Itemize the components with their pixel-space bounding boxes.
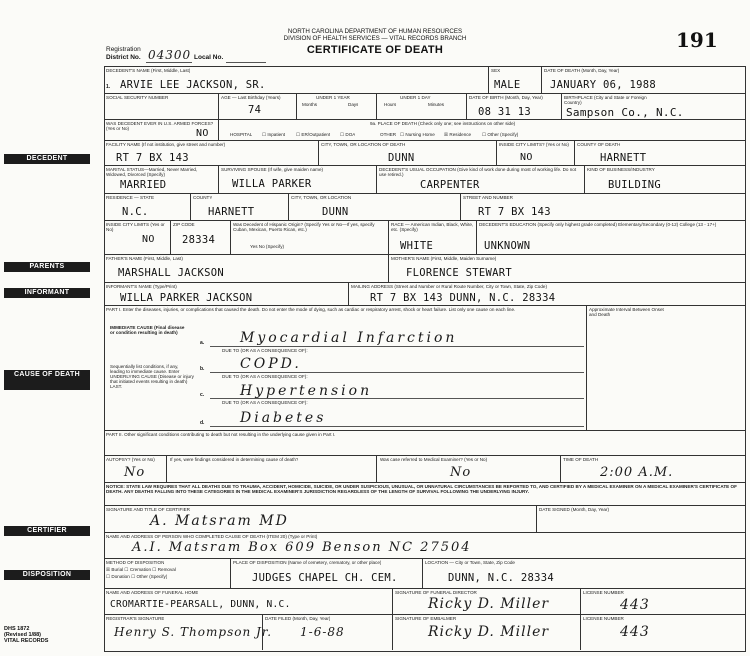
residence-state-value: N.C. [122, 206, 149, 218]
father-label: FATHER'S NAME (First, Middle, Last) [106, 256, 183, 261]
due-to-b: DUE TO (OR AS A CONSEQUENCE OF): [222, 374, 308, 379]
informant-label: INFORMANT'S NAME (Type/Print) [106, 284, 177, 289]
mailing-value: RT 7 BX 143 DUNN, N.C. 28334 [370, 292, 556, 304]
father-value: MARSHALL JACKSON [118, 267, 224, 279]
city-town-value: DUNN [388, 152, 415, 164]
medical-examiner-label: Was case referred to Medical Examiner? (Yes or No) [380, 457, 488, 462]
burial-text: Burial [111, 567, 124, 572]
county-death-value: HARNETT [600, 152, 647, 164]
sequential-label: Sequentially list conditions, if any, leading to immediate cause. Enter UNDERLYING CAUSE (Disease or injury that initiated events resulting in death) LAST. [110, 364, 194, 389]
registrar-label: REGISTRAR'S SIGNATURE [106, 616, 165, 621]
residence-text: Residence [449, 132, 472, 137]
funeral-home-value: CROMARTIE-PEARSALL, DUNN, N.C. [110, 599, 291, 610]
autopsy-question: If yes, were findings considered in determining cause of death? [170, 457, 299, 462]
removal-text: Removal [157, 567, 176, 572]
medical-examiner-value: No [450, 465, 472, 480]
months-label: Months [302, 102, 318, 107]
place-disposition-value: JUDGES CHAPEL CH. CEM. [252, 572, 398, 584]
residence-state-label: RESIDENCE — STATE [106, 195, 155, 200]
form-vital-records-text: VITAL RECORDS [4, 638, 49, 644]
marital-value: MARRIED [120, 179, 167, 191]
name-label: DECEDENT'S NAME (First, Middle, Last) [106, 68, 191, 73]
dob-value: 08 31 13 [478, 106, 531, 118]
race-value: WHITE [400, 240, 434, 252]
sex-value: MALE [494, 79, 521, 91]
license-embalmer-value: 443 [620, 624, 650, 640]
cause-a: Myocardial Infarction [240, 330, 458, 346]
part2-label: PART II. Other significant conditions contributing to death but not resulting in the underlying cause given in Part I. [106, 432, 336, 437]
street-label: STREET AND NUMBER [463, 195, 513, 200]
under-1-day-label: UNDER 1 DAY [400, 95, 431, 100]
date-filed-label: DATE FILED (Month, Day, Year) [265, 616, 331, 621]
form-revised-text: (Revised 1/88) [4, 632, 41, 638]
hours-label: Hours [384, 102, 397, 107]
registration-label: Registration [106, 46, 141, 53]
spouse-value: WILLA PARKER [232, 178, 312, 190]
due-to-a: DUE TO (OR AS A CONSEQUENCE OF): [222, 348, 308, 353]
form-number-text: DHS 1872 [4, 626, 30, 632]
education-label: DECEDENT'S EDUCATION (Specify only highest grade completed) Elementary/Secondary (0-12) College (13 - 17+) [479, 222, 717, 227]
zip-value: 28334 [182, 234, 216, 246]
time-of-death-label: TIME OF DEATH [563, 457, 599, 462]
cremation-text: Cremation [129, 567, 152, 572]
document-number: 191 [676, 28, 718, 52]
funeral-director-signature: Ricky D. Miller [428, 596, 550, 612]
place-disposition-label: PLACE OF DISPOSITION (Name of cemetery, crematory, or other place) [233, 560, 382, 565]
interval-label: Approximate Interval Between Onset and Death [589, 307, 664, 317]
under-1-year-label: UNDER 1 YEAR [316, 95, 350, 100]
other-label: OTHER [380, 132, 397, 137]
county-value: HARNETT [208, 206, 255, 218]
occupation-value: CARPENTER [420, 179, 480, 191]
due-to-c: DUE TO (OR AS A CONSEQUENCE OF): [222, 400, 308, 405]
registrar-signature: Henry S. Thompson Jr. [114, 625, 273, 639]
minutes-label: Minutes [428, 102, 445, 107]
race-label: RACE — American Indian, Black, White, etc. (Specify) [391, 222, 474, 232]
dob-label: DATE OF BIRTH (Month, Day, Year) [469, 95, 543, 100]
autopsy-label: AUTOPSY? (Yes or No) [106, 457, 155, 462]
er-text: ER/Outpatient [301, 132, 331, 137]
embalmer-signature: Ricky D. Miller [428, 624, 550, 640]
birthplace-value: Sampson Co., N.C. [566, 106, 684, 119]
street-value: RT 7 BX 143 [478, 206, 551, 218]
date-of-death-value: JANUARY 06, 1988 [550, 79, 656, 91]
days-label: Days [348, 102, 359, 107]
city-town-label: CITY, TOWN, OR LOCATION OF DEATH [321, 142, 406, 147]
date-of-death-label: DATE OF DEATH (Month, Day, Year) [544, 68, 620, 73]
doa-option: ☐ DOA [340, 132, 356, 137]
immediate-cause-label: IMMEDIATE CAUSE (Final disease or condition resulting in death) [110, 325, 185, 335]
funeral-director-label: SIGNATURE OF FUNERAL DIRECTOR [395, 590, 477, 595]
doa-text: DOA [345, 132, 356, 137]
disposition-options: ☒ Burial ☐ Cremation ☐ Removal [106, 567, 176, 572]
inside-city2-label: INSIDE CITY LIMITS (Yes or No) [106, 222, 165, 232]
mother-value: FLORENCE STEWART [406, 267, 512, 279]
age-label: AGE — Last Birthday (Years) [221, 95, 281, 100]
sex-label: SEX [491, 68, 501, 73]
city-location-label: CITY, TOWN, OR LOCATION [291, 195, 352, 200]
cause-d: Diabetes [240, 410, 327, 426]
division-name: DIVISION OF HEALTH SERVICES — VITAL RECORDS BRANCH [283, 35, 467, 42]
form-number [4, 626, 48, 644]
certifier-signature: A. Matsram MD [150, 513, 289, 529]
other-specify-text: Other (Specify) [487, 132, 519, 137]
other-disposition-text: Other (Specify) [136, 574, 168, 579]
er-option: ☐ ER/Outpatient [296, 132, 331, 137]
county-death-label: COUNTY OF DEATH [577, 142, 621, 147]
inpatient-option: ☐ Inpatient [262, 132, 286, 137]
section-certifier: CERTIFIER [4, 526, 90, 536]
place-of-death-label: 9a. PLACE OF DEATH (Check only one; see instructions on other side) [370, 121, 516, 126]
hispanic-options: Yes No (Specify) [250, 244, 285, 249]
person-completed-label: NAME AND ADDRESS OF PERSON WHO COMPLETED CAUSE OF DEATH (ITEM 20) (Type or Print) [106, 534, 318, 539]
certificate-page: 191 NORTH CAROLINA DEPARTMENT OF HUMAN RESOURCES DIVISION OF HEALTH SERVICES — VITAL RECORDS BRANCH CERTIFICATE OF DEATH Registration District No. 04300 Local No. DECEDENT PARENTS INFORMANT CAUSE OF DEATH CERTIFIER DISPOSITION DHS 1872 (Revised 1/88) VITAL RECORDS DECEDENT'S NAME (First, Middle, Last) 1. ARVIE LEE JACKSON, SR. SEX MALE DATE OF DEATH (Month, Day, Year) JANUARY 06, 1988 SOCIAL SECURITY NUMBER AGE — Last Birthday (Years) 74 UNDER 1 YEAR Months Days UNDER 1 DAY Hours Minutes DATE OF BIRTH (Month, Day, Year) 08 31 13 BIRTHPLACE (City and State or Foreign Country) Sampson Co., N.C. WAS DECEDENT EVER IN U.S. ARMED FORCES? (Yes or No) NO 9a. PLACE OF DEATH (Check only one; see instructions on other side) HOSPITAL ☐ Inpatient ☐ ER/Outpatient ☐ DOA OTHER ☐ Nursing Home ☒ Residence ☐ Other (Specify) FACILITY NAME (If not institution, give street and number) RT 7 BX 143 CITY, TOWN, OR LOCATION OF DEATH DUNN INSIDE CITY LIMITS? (Yes or No) NO COUNTY OF DEATH HARNETT MARITAL STATUS—Married, Never Married, Widowed, Divorced (Specify) MARRIED SURVIVING SPOUSE (If wife, give maiden name) WILLA PARKER DECEDENT'S USUAL OCCUPATION (Give kind of work done during most of working life. Do not use retired.) CARPENTER KIND OF BUSINESS/INDUSTRY BUILDING RESIDENCE — STATE N.C. COUNTY HARNETT CITY, TOWN, OR LOCATION DUNN STREET AND NUMBER RT 7 BX 143 INSIDE CITY LIMITS (Yes or No) NO ZIP CODE 28334 Was Decedent of Hispanic Origin? (Specify Yes or No—If yes, specify Cuban, Mexican, Puerto Rican, etc.) Yes No (Specify) RACE — American Indian, Black, White, etc. (Specify) WHITE DECEDENT'S EDUCATION (Specify only highest grade completed) Elementary/Secondary (0-12) College (13 - 17+) UNKNOWN FATHER'S NAME (First, Middle, Last) MARSHALL JACKSON MOTHER'S NAME (First, Middle, Maiden Surname) FLORENCE STEWART INFORMANT'S NAME (Type/Print) WILLA PARKER JACKSON MAILING ADDRESS (Street and Number or Rural Route Number, City or Town, State, Zip Code) RT 7 BX 143 DUNN, N.C. 28334 PART I. Enter the diseases, injuries, or complications that caused the death. Do not enter the mode of dying, such as cardiac or respiratory arrest, shock or heart failure. List only one cause on each line. Approximate Interval Between Onset and Death IMMEDIATE CAUSE (Final disease or condition resulting in death) Sequentially list conditions, if any, leading to immediate cause. Enter UNDERLYING CAUSE (Disease or injury that initiated events resulting in death) LAST. a. Myocardial Infarction DUE TO (OR AS A CONSEQUENCE OF): b. COPD. DUE TO (OR AS A CONSEQUENCE OF): c. Hypertension DUE TO (OR AS A CONSEQUENCE OF): d. Diabetes PART II. Other significant conditions contributing to death but not resulting in the underlying cause given in Part I. AUTOPSY? (Yes or No) No If yes, were findings considered in determining cause of death? Was case referred to Medical Examiner? (Yes or No) No TIME OF DEATH 2:00 A.M. NOTICE: STATE LAW REQUIRES THAT ALL DEATHS DUE TO TRAUMA, ACCIDENT, HOMICIDE, SUICIDE, OR UNDER SUSPICIOUS, UNUSUAL, OR UNNATURAL CIRCUMSTANCES BE REPORTED TO, AND CERTIFIED BY A MEDICAL EXAMINER ON A MEDICAL EXAMINER'S CERTIFICATE OF DEATH. ANY DEATHS FALLING INTO THESE CATEGORIES IN THE MEDICAL EXAMINER'S JURISDICTION REGARDLESS OF THE LENGTH OF SURVIVAL FOLLOWING THE UNDERLYING INJURY. SIGNATURE AND TITLE OF CERTIFIER A. Matsram MD DATE SIGNED (Month, Day, Year) NAME AND ADDRESS OF PERSON WHO COMPLETED CAUSE OF DEATH (ITEM 20) (Type or Print) A.I. Matsram Box 609 Benson NC 27504 METHOD OF DISPOSITION ☒ Burial ☐ Cremation ☐ Removal ☐ Donation ☐ Other (Specify) PLACE OF DISPOSITION (Name of cemetery, crematory, or other place) JUDGES CHAPEL CH. CEM. LOCATION — City or Town, State, Zip Code DUNN, N.C. 28334 NAME AND ADDRESS OF FUNERAL HOME CROMARTIE-PEARSALL, DUNN, N.C. SIGNATURE OF FUNERAL DIRECTOR Ricky D. Miller LICENSE NUMBER 443 REGISTRAR'S SIGNATURE Henry S. Thompson Jr. DATE FILED (Month, Day, Year) 1-6-88 SIGNATURE OF EMBALMER Ricky D. Miller LICENSE NUMBER 443 [0, 0, 750, 656]
decedent-name: ARVIE LEE JACKSON, SR. [120, 79, 266, 91]
business-value: BUILDING [608, 179, 661, 191]
other-specify-option: ☐ Other (Specify) [482, 132, 519, 137]
armed-forces-value: NO [196, 128, 209, 139]
cause-b: COPD. [240, 356, 302, 372]
inside-city-label: INSIDE CITY LIMITS? (Yes or No) [499, 142, 569, 147]
birthplace-label: BIRTHPLACE (City and State or Foreign Country) [564, 95, 647, 105]
certificate-title: CERTIFICATE OF DEATH [306, 44, 444, 56]
license-embalmer-label: LICENSE NUMBER [583, 616, 624, 621]
part1-label: PART I. Enter the diseases, injuries, or complications that caused the death. Do not enter the mode of dying, such as cardiac or respiratory arrest, shock or heart failure. List only one cause on each line. [106, 307, 516, 312]
method-disposition-label: METHOD OF DISPOSITION [106, 560, 165, 565]
date-signed-label: DATE SIGNED (Month, Day, Year) [539, 507, 610, 512]
section-parents: PARENTS [4, 262, 90, 272]
city-value: DUNN [322, 206, 349, 218]
nursing-home-text: Nursing Home [405, 132, 435, 137]
location-value: DUNN, N.C. 28334 [448, 572, 554, 584]
spouse-label: SURVIVING SPOUSE (If wife, give maiden name) [221, 167, 324, 172]
facility-value: RT 7 BX 143 [116, 152, 189, 164]
license-label: LICENSE NUMBER [583, 590, 624, 595]
hispanic-label: Was Decedent of Hispanic Origin? (Specify Yes or No—If yes, specify Cuban, Mexican, Puerto Rican, etc.) [233, 222, 375, 232]
occupation-label: DECEDENT'S USUAL OCCUPATION (Give kind of work done during most of working life. Do not use retired.) [379, 167, 577, 177]
section-decedent: DECEDENT [4, 154, 90, 164]
nursing-home-option: ☐ Nursing Home [400, 132, 435, 137]
cause-c: Hypertension [240, 383, 373, 399]
inpatient-text: Inpatient [267, 132, 286, 137]
mailing-label: MAILING ADDRESS (Street and Number or Rural Route Number, City or Town, State, Zip Code) [351, 284, 547, 289]
inside-city2-value: NO [142, 234, 155, 245]
time-of-death-value: 2:00 A.M. [600, 465, 674, 480]
zip-label: ZIP CODE [173, 222, 195, 227]
county-label: COUNTY [193, 195, 213, 200]
donation-text: Donation [111, 574, 130, 579]
residence-option: ☒ Residence [444, 132, 472, 137]
armed-forces-label: WAS DECEDENT EVER IN U.S. ARMED FORCES? (Yes or No) [106, 121, 214, 131]
facility-label: FACILITY NAME (If not institution, give street and number) [106, 142, 226, 147]
autopsy-value: No [124, 465, 146, 480]
hospital-label: HOSPITAL [230, 132, 253, 137]
section-cause-of-death: CAUSE OF DEATH [4, 370, 90, 390]
funeral-home-label: NAME AND ADDRESS OF FUNERAL HOME [106, 590, 199, 595]
license-director-value: 443 [620, 597, 650, 613]
embalmer-label: SIGNATURE OF EMBALMER [395, 616, 457, 621]
date-filed-value: 1-6-88 [300, 625, 345, 639]
notice-text: NOTICE: STATE LAW REQUIRES THAT ALL DEATHS DUE TO TRAUMA, ACCIDENT, HOMICIDE, SUICIDE, OR UNDER SUSPICIOUS, UNUSUAL, OR UNNATURAL CIRCUMSTANCES BE REPORTED TO, AND CERTIFIED BY A MEDICAL EXAMINER ON A MEDICAL EXAMINER'S CERTIFICATE OF DEATH. ANY DEATHS FALLING INTO THESE CATEGORIES IN THE MEDICAL EXAMINER'S JURISDICTION REGARDLESS OF THE LENGTH OF SURVIVAL FOLLOWING THE UNDERLYING INJURY. [106, 484, 737, 495]
inside-city-value: NO [520, 152, 533, 163]
section-informant: INFORMANT [4, 288, 90, 298]
district-number: 04300 [148, 48, 192, 62]
ssn-label: SOCIAL SECURITY NUMBER [106, 95, 169, 100]
section-disposition: DISPOSITION [4, 570, 90, 580]
location-label: LOCATION — City or Town, State, Zip Code [425, 560, 515, 565]
age-value: 74 [248, 104, 262, 116]
mother-label: MOTHER'S NAME (First, Middle, Maiden Surname) [391, 256, 497, 261]
district-label: District No. [106, 54, 141, 61]
business-label: KIND OF BUSINESS/INDUSTRY [587, 167, 655, 172]
agency-name: NORTH CAROLINA DEPARTMENT OF HUMAN RESOURCES [287, 28, 463, 35]
certifier-signature-label: SIGNATURE AND TITLE OF CERTIFIER [106, 507, 190, 512]
informant-value: WILLA PARKER JACKSON [120, 292, 253, 304]
marital-label: MARITAL STATUS—Married, Never Married, Widowed, Divorced (Specify) [106, 167, 198, 177]
local-no-label: Local No. [194, 54, 224, 61]
disposition-options-2: ☐ Donation ☐ Other (Specify) [106, 574, 168, 579]
person-completed-value: A.I. Matsram Box 609 Benson NC 27504 [132, 540, 472, 555]
education-value: UNKNOWN [484, 240, 531, 252]
